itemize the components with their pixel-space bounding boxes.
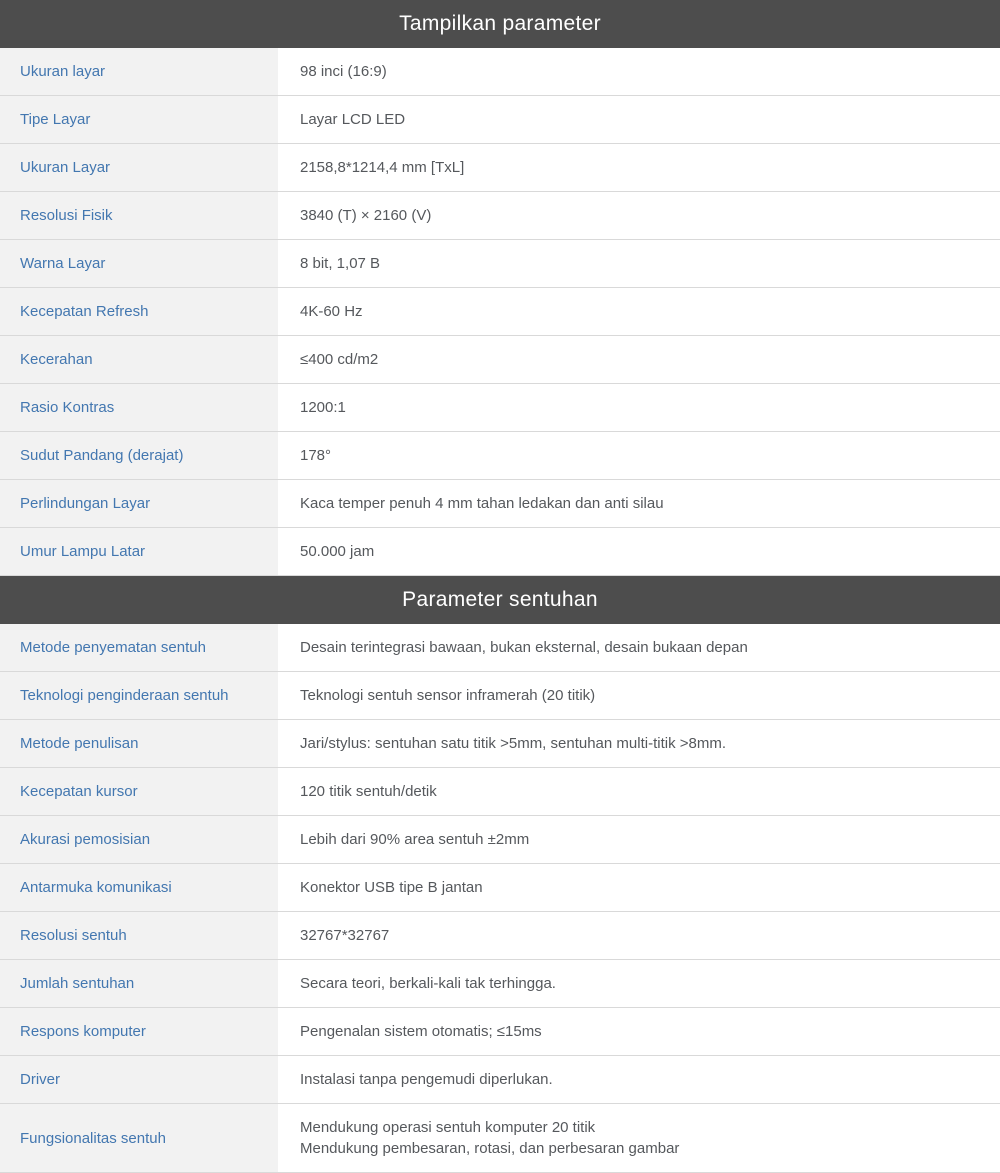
spec-value: 4K-60 Hz [300,303,363,320]
table-row [0,960,1000,1008]
table-row [0,192,1000,240]
section-header-touch-parameters [0,576,1000,624]
table-row [0,816,1000,864]
spec-label: Metode penulisan [0,720,278,767]
spec-value: Pengenalan sistem otomatis; ≤15ms [300,1023,542,1040]
spec-value-line: Mendukung pembesaran, rotasi, dan perbesaran gambar [300,1140,680,1157]
spec-label: Respons komputer [0,1008,278,1055]
spec-value [278,1104,1000,1172]
table-row [0,624,1000,672]
table-row [0,864,1000,912]
spec-label: Tipe Layar [0,96,278,143]
spec-value: 98 inci (16:9) [300,63,387,80]
spec-value: Kaca temper penuh 4 mm tahan ledakan dan anti silau [300,495,664,512]
table-row [0,288,1000,336]
spec-value-line: Mendukung operasi sentuh komputer 20 titik [300,1119,596,1136]
spec-label: Perlindungan Layar [0,480,278,527]
spec-label: Resolusi sentuh [0,912,278,959]
spec-value: 50.000 jam [300,543,375,560]
spec-value: 1200:1 [300,399,346,416]
spec-label: Rasio Kontras [0,384,278,431]
spec-value: 178° [300,447,332,464]
spec-value: Secara teori, berkali-kali tak terhingga. [300,975,556,992]
spec-label: Kecepatan kursor [0,768,278,815]
spec-label: Kecepatan Refresh [0,288,278,335]
spec-value: 32767*32767 [300,927,390,944]
table-row [0,672,1000,720]
spec-label: Ukuran Layar [0,144,278,191]
table-row [0,432,1000,480]
table-row [0,1056,1000,1104]
spec-label: Driver [0,1056,278,1103]
spec-label: Teknologi penginderaan sentuh [0,672,278,719]
table-row [0,384,1000,432]
spec-value: 8 bit, 1,07 B [300,255,381,272]
spec-value: 120 titik sentuh/detik [300,783,437,800]
spec-value: Jari/stylus: sentuhan satu titik >5mm, sentuhan multi-titik >8mm. [300,735,726,752]
spec-label: Antarmuka komunikasi [0,864,278,911]
table-row [0,1008,1000,1056]
table-row [0,912,1000,960]
spec-label: Warna Layar [0,240,278,287]
spec-label: Kecerahan [0,336,278,383]
spec-label: Resolusi Fisik [0,192,278,239]
section-title: Tampilkan parameter [399,12,601,35]
table-row [0,480,1000,528]
table-row [0,240,1000,288]
spec-value: Layar LCD LED [300,111,406,128]
table-row [0,144,1000,192]
spec-label: Jumlah sentuhan [0,960,278,1007]
spec-value: Desain terintegrasi bawaan, bukan eksternal, desain bukaan depan [300,639,748,656]
table-row [0,720,1000,768]
spec-label: Fungsionalitas sentuh [0,1104,278,1172]
table-row [0,768,1000,816]
spec-value: 2158,8*1214,4 mm [TxL] [300,159,465,176]
spec-label: Sudut Pandang (derajat) [0,432,278,479]
spec-value: Teknologi sentuh sensor inframerah (20 titik) [300,687,596,704]
table-row [0,96,1000,144]
spec-label: Metode penyematan sentuh [0,624,278,671]
spec-value: ≤400 cd/m2 [300,351,379,368]
table-row [0,1104,1000,1173]
section-header-display-parameters [0,0,1000,48]
spec-value: Instalasi tanpa pengemudi diperlukan. [300,1071,553,1088]
spec-value: Konektor USB tipe B jantan [300,879,483,896]
spec-label: Umur Lampu Latar [0,528,278,575]
section-title: Parameter sentuhan [402,588,598,611]
spec-label: Ukuran layar [0,48,278,95]
table-row [0,336,1000,384]
spec-value: 3840 (T) × 2160 (V) [300,207,432,224]
table-row [0,528,1000,576]
spec-label: Akurasi pemosisian [0,816,278,863]
table-row [0,48,1000,96]
spec-value: Lebih dari 90% area sentuh ±2mm [300,831,530,848]
